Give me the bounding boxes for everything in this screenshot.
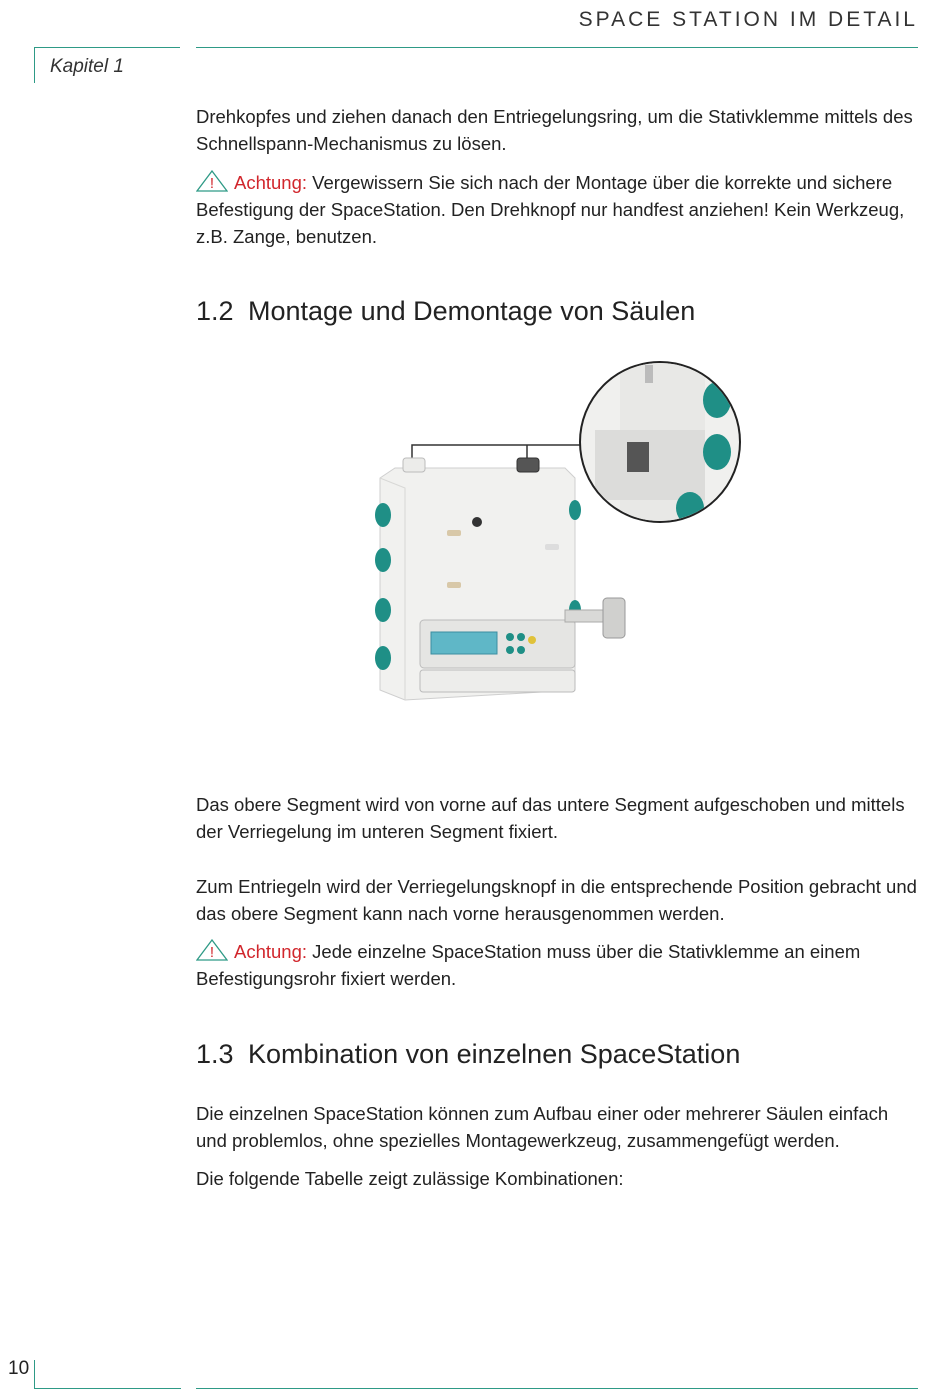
header-title: SPACE STATION IM DETAIL bbox=[578, 8, 918, 31]
warning-text: Vergewissern Sie sich nach der Montage über die korrekte und sichere Befestigung der SpaceStation. Den Drehknopf nur handfest anziehen! Kein Werkzeug, z.B. Zange, benutzen. bbox=[196, 172, 905, 247]
section-title: Kombination von einzelnen SpaceStation bbox=[248, 1039, 741, 1069]
section-heading-1-2 bbox=[196, 296, 695, 327]
spacestation-photo bbox=[365, 360, 745, 740]
chapter-label: Kapitel 1 bbox=[50, 56, 124, 77]
section-number: 1.3 bbox=[196, 1039, 234, 1069]
warning-icon bbox=[196, 939, 228, 961]
header-rule-right bbox=[196, 47, 918, 48]
warning-text: Jede einzelne SpaceStation muss über die Stativklemme an einem Befestigungsrohr fixiert werden. bbox=[196, 941, 861, 989]
section-title: Montage und Demontage von Säulen bbox=[248, 296, 696, 326]
warning-label: Achtung: bbox=[234, 941, 308, 962]
section-1-2-paragraph-1: Das obere Segment wird von vorne auf das untere Segment aufgeschoben und mittels der Verriegelung im unteren Segment fixiert. bbox=[196, 794, 905, 842]
section-number: 1.2 bbox=[196, 296, 234, 326]
warning-label: Achtung: bbox=[234, 172, 308, 193]
page-number: 10 bbox=[8, 1358, 30, 1379]
section-1-3-paragraph-1: Die einzelnen SpaceStation können zum Aufbau einer oder mehrerer Säulen einfach und problemlos, ohne spezielles Montagewerkzeug, zusammengefügt werden. bbox=[196, 1103, 889, 1151]
footer-box bbox=[34, 1360, 181, 1389]
section-1-2-paragraph-2: Zum Entriegeln wird der Verriegelungsknopf in die entsprechende Position gebracht und das obere Segment kann nach vorne herausgenommen werden. bbox=[196, 876, 917, 924]
svg-text:!: ! bbox=[209, 175, 215, 192]
svg-text:!: ! bbox=[209, 944, 215, 961]
section-heading-1-3 bbox=[196, 1039, 740, 1070]
section-1-3-paragraph-2: Die folgende Tabelle zeigt zulässige Kombinationen: bbox=[196, 1168, 624, 1189]
intro-paragraph: Drehkopfes und ziehen danach den Entriegelungsring, um die Stativklemme mittels des Schnellspann-Mechanismus zu lösen. bbox=[196, 106, 913, 154]
warning-icon bbox=[196, 170, 228, 192]
footer-rule bbox=[196, 1388, 918, 1389]
section-1-2-warning bbox=[196, 938, 921, 992]
intro-warning bbox=[196, 169, 921, 250]
